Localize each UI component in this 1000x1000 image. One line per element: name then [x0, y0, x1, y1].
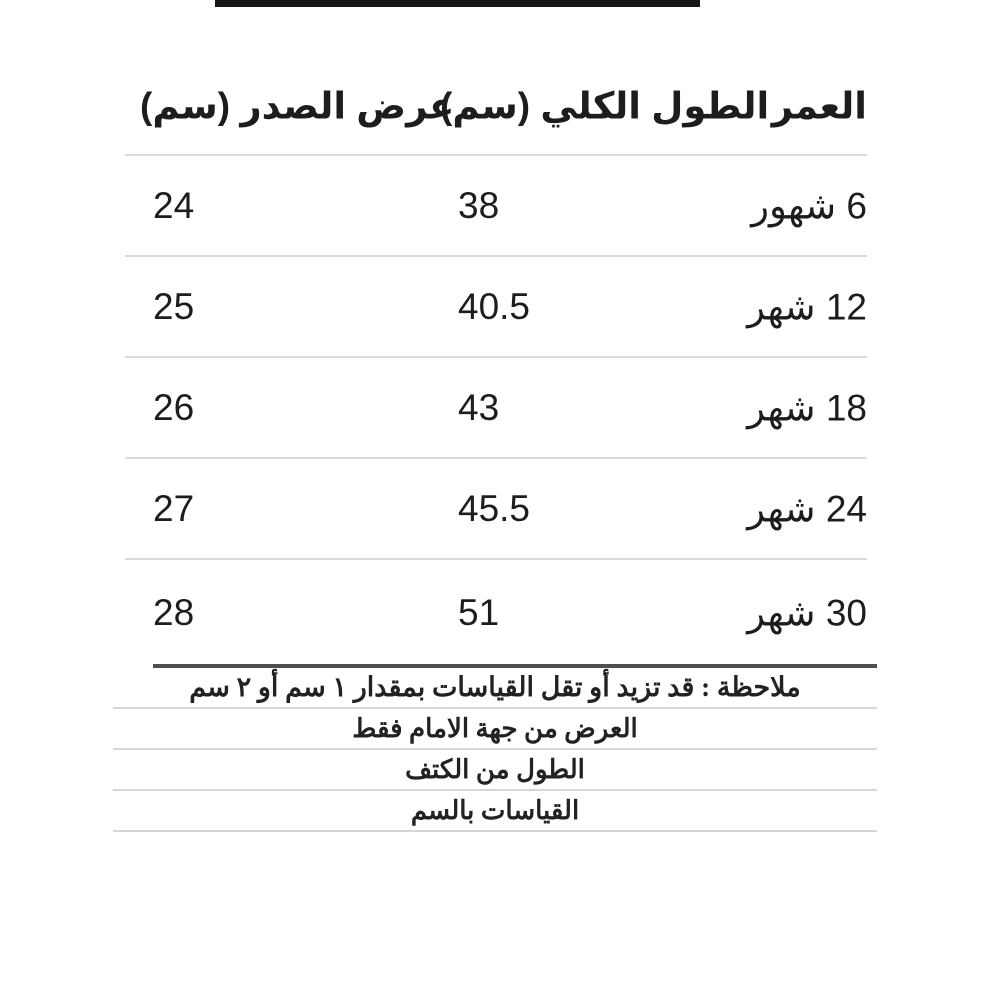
chest-width-cell: 26: [153, 386, 195, 428]
table-row: [125, 156, 867, 257]
chest-width-cell: 24: [153, 184, 195, 226]
age-cell: 18 شهر: [747, 387, 867, 428]
table-row: [125, 459, 867, 560]
table-header-age: العمر: [771, 85, 867, 127]
age-cell: 12 شهر: [747, 286, 867, 327]
table-header-row: [125, 0, 867, 156]
total-length-cell: 40.5: [458, 285, 531, 327]
age-cell: 30 شهر: [747, 592, 867, 634]
note-measurement-tolerance: ملاحظة : قد تزيد أو تقل القياسات بمقدار ١ سم أو ٢ سم: [113, 668, 877, 709]
total-length-cell: 43: [458, 386, 500, 428]
total-length-cell: 45.5: [458, 487, 531, 529]
chest-width-cell: 25: [153, 285, 195, 327]
notes-section: [113, 664, 877, 832]
note-measurements-in-cm: القياسات بالسم: [113, 791, 877, 832]
table-header-total-length: الطول الكلي (سم): [440, 85, 770, 127]
total-length-cell: 38: [458, 184, 500, 226]
table-header-chest-width: عرض الصدر (سم): [140, 85, 455, 127]
age-cell: 24 شهر: [747, 488, 867, 529]
table-row: [125, 358, 867, 459]
size-chart-table: [125, 0, 867, 666]
age-cell: 6 شهور: [751, 185, 867, 226]
chest-width-cell: 27: [153, 487, 195, 529]
note-width-front-only: العرض من جهة الامام فقط: [113, 709, 877, 750]
chest-width-cell: 28: [153, 592, 195, 633]
total-length-cell: 51: [458, 592, 500, 633]
table-row: [125, 560, 867, 666]
note-length-from-shoulder: الطول من الكتف: [113, 750, 877, 791]
table-row: [125, 257, 867, 358]
